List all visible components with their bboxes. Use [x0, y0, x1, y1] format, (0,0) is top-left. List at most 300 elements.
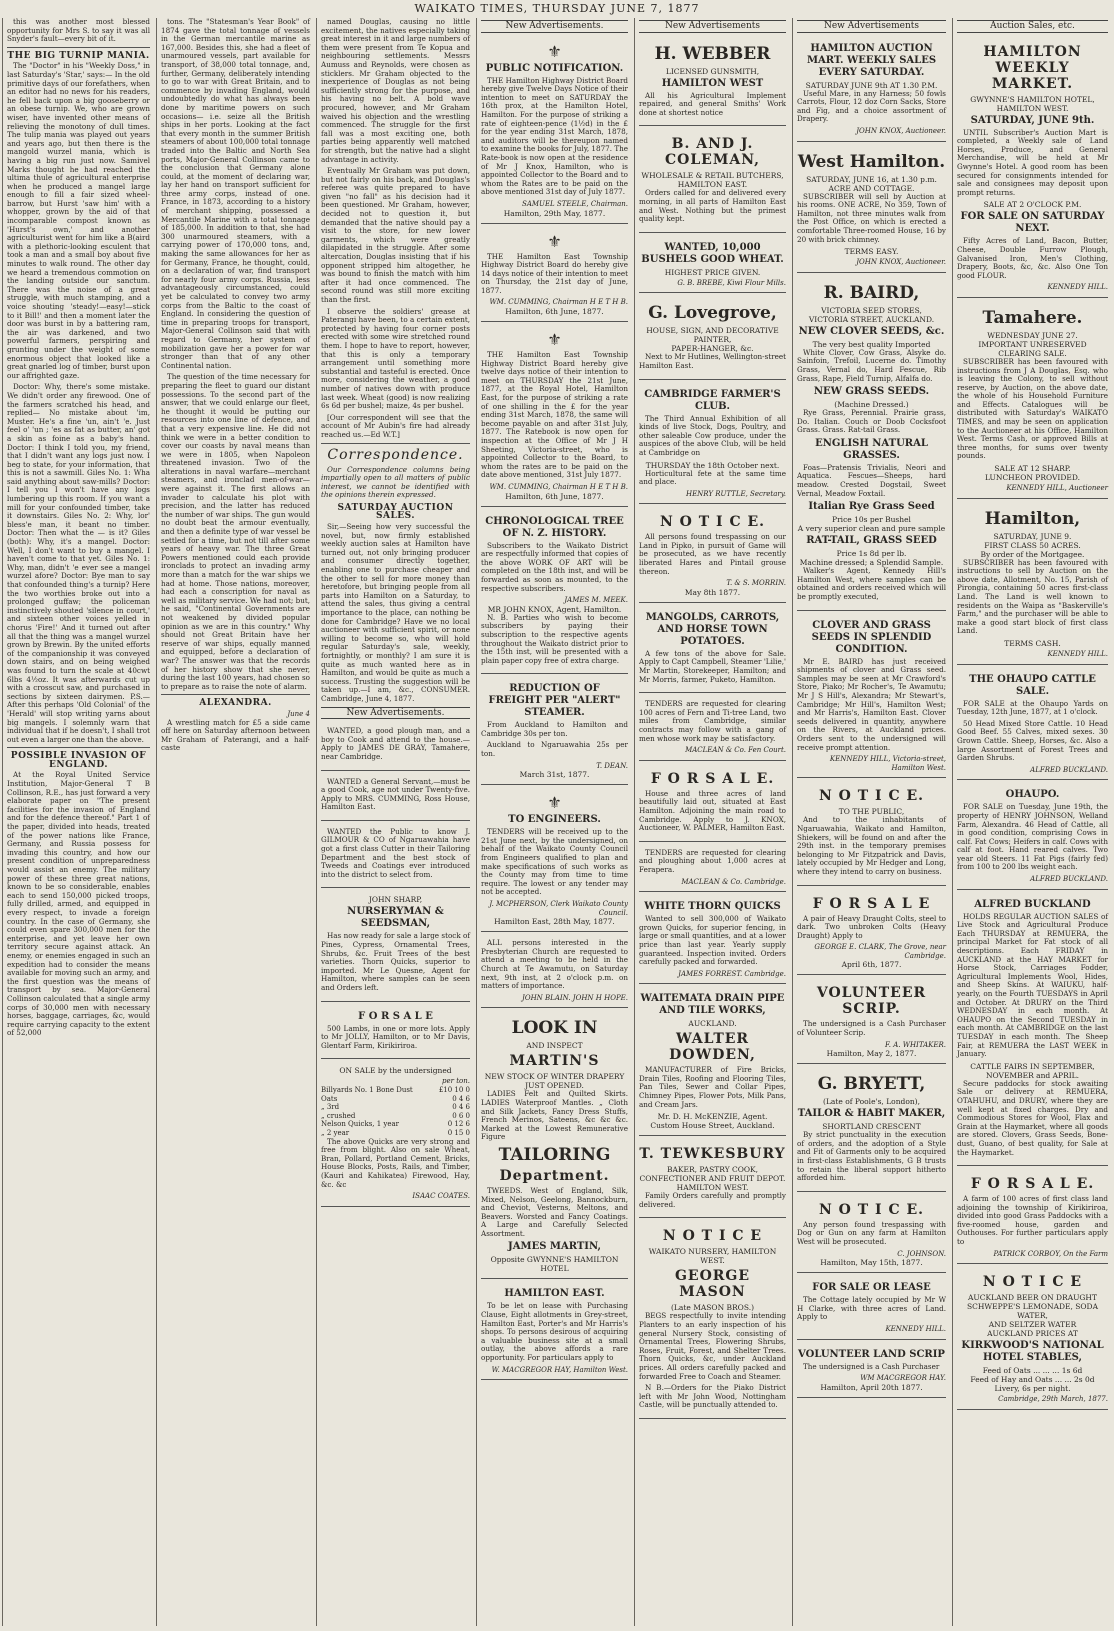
ad-engineers: [481, 788, 628, 932]
ad-tenders: [639, 845, 786, 892]
ad-title: MARTIN'S: [509, 1053, 600, 1070]
section-heading: New Advertisements.: [321, 707, 470, 720]
ad-sign: GEORGE E. CLARK, The Grove, near Cambridge.: [814, 943, 946, 960]
ad-body: Horticultural fete at the same time and place.: [639, 468, 786, 487]
ad-volunteer-land: [797, 1343, 946, 1398]
ad-sub: HOUSE, SIGN, AND DECORATIVE PAINTER,: [646, 326, 779, 345]
ad-body: Fifty Acres of Land, Bacon, Butter, Cheese, Double Furrow Plough, Galvanised Iron, Men's Clothing, Drapery, Boots, &c, &c. Also One Ton good FLOUR.: [957, 236, 1108, 280]
ad-title: ON SALE by the undersigned: [339, 1066, 452, 1076]
ad-title: N O T I C E.: [659, 514, 766, 531]
ad-body: FOR SALE on Tuesday, June 19th, the property of HENRY JOHNSON, Welland Farm, Alexandra. 46 Head of Cattle, all in good condition, comprising Cows in calf. Fat Cows; Heifers in calf. Cows with calf at foot. Hand reared calves. Two year old Steers. 11 Fat Pigs (fairly fed) from 100 to 200 lbs weight each.: [957, 802, 1108, 872]
ad-terms: TERMS CASH.: [1004, 638, 1061, 648]
ad-name: JOHN SHARP,: [368, 895, 423, 905]
dateline: June 4: [287, 709, 310, 718]
ad-sub: The very best quality Imported: [812, 339, 931, 349]
ad-notice: [639, 507, 786, 603]
divider: [7, 747, 150, 748]
ad-body: The undersigned is a Cash Purchaser of Volunteer Scrip.: [797, 1019, 946, 1038]
ad-township: [481, 325, 628, 507]
crest-icon: ⚜: [547, 330, 562, 350]
ad-sub: HIGHEST PRICE GIVEN.: [664, 267, 761, 277]
crest-icon: ⚜: [547, 231, 562, 251]
ad-title: ALFRED BUCKLAND: [974, 898, 1091, 910]
ad-wheat: [639, 236, 786, 294]
ad-body: To be let on lease with Purchasing Clause, Eight allotments in Grey-street, Hamilton East, Porter's and Mr Harris's shops. To persons desirous of acquiring a valuable business site at a small outlay, the above affords a rare opportunity. For particulars apply to: [481, 1301, 628, 1363]
ad-hamilton-east: [481, 1282, 628, 1380]
ad-auction-mart: [797, 37, 946, 142]
article-title: POSSIBLE INVASION OF ENGLAND.: [10, 751, 147, 770]
ad-title: THE OHAUPO CATTLE SALE.: [969, 673, 1096, 697]
ad-note: LUNCHEON PROVIDED.: [984, 473, 1080, 483]
column-3: [316, 18, 474, 1626]
ad-farmers-club: [639, 383, 786, 505]
ad-sub: AUCKLAND BEER ON DRAUGHT: [968, 1293, 1097, 1303]
ad-date: Hamilton East, 28th May, 1877.: [494, 917, 615, 927]
ad-body: And to the inhabitants of Ngaruawahia, Waikato and Hamilton, Shiekers, will be found on and after the 29th inst. in the temporary premises belonging to Mr Fitzpatrick and Davis, lately occupied by Mr Hedger and Long, where they intend to carry on business.: [797, 815, 946, 876]
ad-body: BEGS respectfully to invite intending Planters to an early inspection of his general Nursery Stock, consisting of Ornamental Trees, Flowering Shrubs, Roses, Fruit, Forest, and Shelter Trees. Thorn Quicks, &c, under Auckland prices. All orders carefully packed and forwarded Free to Coach and Steamer.: [639, 1311, 786, 1381]
ad-sub: FIRST CLASS 50 ACRES.: [984, 540, 1081, 550]
ad-price: Feed of Oats ... ... ... 1s 6d: [982, 1366, 1083, 1376]
price-item: Nelson Quicks, 1 year: [321, 1120, 400, 1129]
ad-date: SATURDAY, JUNE 16, at 1.30 p.m.: [806, 174, 937, 184]
price-value: £10 10 0: [438, 1085, 470, 1094]
ad-west-hamilton: [797, 145, 946, 273]
price-row: [321, 1095, 470, 1104]
ad-mason: [639, 1221, 786, 1419]
ad-notice: [797, 1195, 946, 1273]
price-value: 0 4 6: [452, 1103, 470, 1112]
column-5: [634, 18, 790, 1626]
article-title: ALEXANDRA.: [199, 698, 272, 709]
ad-sign: G. B. BREBE, Kiwi Flour Mills.: [677, 278, 786, 287]
ad-body: WANTED the Public to know J. GILMOUR & CO of Ngaruawahia have got a first class Cutter in their Tailoring Department and the best stock of Tweeds and Coatings ever introduced into the district to select from.: [321, 826, 470, 879]
price-row: [321, 1103, 470, 1112]
ad-sign: C. JOHNSON.: [897, 1249, 946, 1258]
ad-note: Livery, 6s per night.: [994, 1384, 1071, 1394]
article-body: tons. The "Statesman's Year Book" of 1874 gave the total tonnage of vessels in the German mercantile marine as 167,000. Besides this, she had a fleet of unarmoured vessels, part available for transport, of 38,000 total tonnage, and, further, Germany, deliberately intending to go to war with Great Britain, and to commence by invading England, would undoubtedly do what has always been done by maritime powers on such occasions— i.e. seize all the British ships in her ports. Looking at the fact that every month in the summer British steamers of about 100,000 total tonnage traded into the Baltic and North Sea ports, Major-General Collinson came to the conclusion that Germany alone could, at the moment of declaring war, lay her hand on transport sufficient for three army corps, instead of one. France, in 1873, according to a history of merchant shipping, possessed a Mercantile Marine with a total tonnage of 185,000. In addition to that, she had 300 unarmoured steamers, with a carrying power of 170,000 tons, and, making the same allowances for her as for Germany, France, he thought, could, on a declaration of war, find transport for nearly four army corps. Russia, less advantageously circumstanced, could yet be calculated to convey two army corps from the Baltic to the coast of England. In considering the question of time in preparing troops for transport, Major-General Collinson said that with regard to Germany, her system of mobilization gave her a power for war stronger than that of any other Continental nation.: [161, 18, 310, 370]
ad-note: A very superior clean and pure sample: [797, 524, 946, 534]
ad-title: HAMILTON EAST.: [504, 1288, 605, 1300]
article-body: The "Doctor" in his "Weekly Doss," in last Saturday's 'Star,' says:— In the old primitive days of our forefathers, when an editor had no news for his readers, he fell back upon a big gooseberry or an obese turnip. We, who are grown wiser, have invented other means of relieving the monotony of dull times. The tulip mania was played out years and years ago, but then there is the mangold wurzel mania, which is having a big run just now. Samivel Marks thought he had reached the ultima thule of agricultural enterprise when he produced a mangel large enough to fill a fair sized wheel-barrow, but Hurst 'saw him' with a whopper, grown by the aid of that incomparable compost known as 'Hurst's own,' and another agriculturist went for him like a B(aird with a plethoric-looking esculent that took a man and a small boy about five minutes to walk round. The other day we heard a tremendous commotion on the landing outside our sanctum. There was the noise of a great struggle, with much stamping, and a voice shouting 'steady!—easy!—stick to it Bill!' and then a moment later the door was burst in by a battering ram, the air was darkened, and two powerful farmers, perspiring and grunting under the weight of some enormous object that looked like a great gnarled log of timber, burst upon our affrighted gaze.: [7, 61, 150, 380]
ad-note: Machine dressed; a Splendid Sample.: [799, 558, 944, 568]
ad-body: All persons found trespassing on our Land in Pipko, in pursuit of Game will be prosecuted, as we have recently liberated Hares and Pintail grouse thereon.: [639, 532, 786, 576]
ad-sign: WM. CUMMING, Chairman H E T H B.: [489, 298, 628, 307]
ad-wanted: [321, 824, 470, 889]
ad-onsale: [321, 1062, 470, 1206]
ad-title: Italian Rye Grass Seed: [808, 501, 935, 513]
ad-agent: MR JOHN KNOX, Agent, Hamilton.: [487, 604, 622, 614]
ad-title: F O R S A L E: [812, 895, 931, 912]
ad-body: A few tons of the above for Sale. Apply to Capt Campbell, Steamer 'Lilie,' Mr Martin, Storekeeper, Hamilton; and Mr Morris, farmer, Puketo, Hamilton.: [639, 648, 786, 684]
ad-body: White Clover, Cow Grass, Alsyke do. Sainfoin, Trefoil, Lucerne do. Timothy Grass, Vernal do, Hard Fescue, Rib Grass, Rape, Field Turnip, Alfalfa do.: [797, 347, 946, 383]
ad-ohaupo: [957, 783, 1108, 889]
divider: [321, 443, 470, 444]
ad-body: The Cottage lately occupied by Mr W H Clarke, with three acres of Land. Apply to: [797, 1295, 946, 1322]
column-2: [156, 18, 314, 1626]
ad-thorn: [639, 895, 786, 984]
ad-agent: Mr. D. H. McKENZIE, Agent.: [657, 1112, 768, 1122]
ad-sharp: [321, 891, 470, 1001]
ad-title: RAT-TAIL, GRASS SEED: [806, 535, 937, 547]
ad-title: F O R S A L E: [358, 1010, 433, 1022]
ad-body: Rye Grass, Perennial. Prairie grass, Do. Italian. Couch or Doob Cocksfoot Grass. Grass. Rat-tail Grass.: [797, 408, 946, 435]
ad-body: TENDERS are requested for clearing and ploughing about 1,000 acres at Ferapera.: [639, 847, 786, 874]
ad-lease: [797, 1276, 946, 1339]
ad-body: SUBSCRIBER has been favoured with instructions to sell by Auction on the above date, Allotment, No. 15, Parish of Pirongia, containing 50 acres first-class Land. The Land is well known to residents on the Waipa as "Baskerville's Farm," and the purchaser will be able to make a good start block of first class Land.: [957, 557, 1108, 636]
price-item: „ crushed: [321, 1111, 356, 1120]
ad-forsale: [957, 1169, 1108, 1264]
ad-time: SALE AT 12 SHARP.: [994, 464, 1071, 474]
ad-title: G. Lovegrove,: [648, 303, 777, 324]
ad-body: Walker's Agent, Kennedy Hill's Hamilton West, where samples can be obtained and orders received which will be promptly executed,: [797, 566, 946, 602]
ad-sign: MACLEAN & Co. Cambridge.: [681, 877, 786, 886]
ad-body: WANTED a General Servant,—must be a good Cook, age not under Twenty-five. Apply to MRS. CUMMING, Ross House, Hamilton East.: [321, 776, 470, 812]
ad-title: N O T I C E.: [818, 788, 925, 805]
ad-body: Wanted to sell 300,000 of Waikato grown Quicks, for superior fencing, in large or small quantities, and at a lower price than last year. Yearly supply guaranteed. Inspection invited. Orders carefully packed and forwarded.: [639, 914, 786, 967]
price-head: per ton.: [442, 1077, 470, 1086]
ad-title: GEORGE MASON: [674, 1268, 751, 1301]
ad-date: Hamilton, 6th June, 1877.: [505, 307, 604, 317]
ad-church: [481, 935, 628, 1008]
ad-body: Auckland to Ngaruawahia 25s per ton.: [481, 740, 628, 759]
article-body: I observe the soldiers' grease at Paterangi have been, to a certain extent, protected by having four corner posts erected with some wire stretched round them. I hope to have to report, however, that this is only a temporary arrangement until something more substantial and tasteful is erected. Once more, considering the weather, a good number of natives down with produce last week. Wheat (good) is now realizing 6s 6d per bushel; maize, 4s per bushel.: [321, 306, 470, 411]
ad-sign: T. DEAN.: [596, 761, 628, 770]
ad-wanted: [321, 774, 470, 821]
ad-sign: ALFRED BUCKLAND.: [1030, 765, 1108, 774]
ad-sub: ACRE AND COTTAGE.: [828, 183, 915, 193]
ad-chronological: [481, 510, 628, 675]
ad-body: Secure paddocks for stock awaiting Sale or delivery at REMUERA, OTAHUHU, and DRURY, where they are well kept at fixed charges. Dry and Commodious Stores for Wool, Flax and Grain at the Haymarket, where all goods are stored. Clovers, Grass Seeds, Bone-dust, Guano, of best quality, for Sale at the Haymarket.: [957, 1078, 1108, 1157]
article-body: named Douglas, causing no little excitement, the natives especially taking great interest in it and large numbers of them were present from Te Kopua and neighbouring settlements. Messrs Aumuss and Reynolds, were chosen as sticklers. Mr Graham objected to the inexperience of Douglas as not being sufficiently strong for the purpose, and his having no belt. A bold wave procured, however, and Mr Graham waived his objection and the wrestling commenced. The struggle for the first fall was a most exciting one, both parties being apparently well matched for strength, but the native had a slight advantage in activity.: [321, 18, 470, 164]
ad-body: SUBSCRIBER has been favoured with instructions from J A Douglas, Esq. who is leaving the Colony, to sell without reserve, by Auction, on the above date, the whole of his Household Furniture and Effects. Catalogues will be distributed with Saturday's WAIKATO TIMES, and may be seen on application to the Auctioneer at his Office, Hamilton West. Terms Cash, or approved Bills at three months, for sums over twenty pounds.: [957, 356, 1108, 461]
ad-sub: AND INSPECT: [526, 1041, 583, 1051]
corr-note: Our Correspondence columns being impartially open to all matters of public interest, we cannot be identified with the opinions therein expressed.: [321, 464, 470, 500]
ad-sub: WHOLESALE & RETAIL BUTCHERS,: [641, 171, 784, 181]
price-item: Oats: [321, 1094, 338, 1103]
ad-date: Hamilton, May 2, 1877.: [826, 1049, 917, 1059]
letter-body: Sir,—Seeing how very successful the novel, but, now firmly established weekly auction sales at Hamilton have turned out, not only bringing producer and consumer directly together, enabling one to purchase cheaper and the other to sell for more money than heretofore, but bringing people from all parts into Hamilton on a Saturday, to attend the sales, thus giving a central importance to the place, can nothing be done for Cambridge? Have we no local auctioneer with sufficient spirit, or none willing to become so, who will hold regular Saturday's sale, weekly, fortnightly, or monthly? I am sure it is quite as much wanted here as in Hamilton, and would be quite as much a success. Trusting the suggestion will be taken up.—I am, &c., CONSUMER. Cambridge, June 4, 1877.: [321, 522, 470, 703]
price-row: [321, 1112, 470, 1121]
ad-tamahere: [957, 301, 1108, 499]
ad-sign: WM MACGREGOR HAY.: [860, 1374, 946, 1383]
ad-date: April 6th, 1877.: [841, 960, 902, 970]
ad-title: NEW GRASS SEEDS.: [813, 386, 930, 398]
ad-body: LADIES Felt and Quilted Skirts. LADIES Waterproof Mantles. „ Cloth and Silk Jackets, Fancy Dress Stuffs, French Merinos, Sateens, &c &c &c. Marked at the Lowest Remunerative Figure: [481, 1089, 628, 1142]
price-value: 0 6 0: [452, 1111, 470, 1120]
ad-body: Foas—Pratensis Trivialis, Neori and Aquatica. Fescues—Sheeps, hard meadow. Crested Dogstail, Sweet Vernal, Meadow Foxtail.: [797, 462, 946, 498]
ad-body: All his Agricultural Implement repaired, and general Smiths' Work done at shortest notice: [639, 90, 786, 117]
ad-addr: Opposite GWYNNE'S HAMILTON HOTEL: [490, 1255, 619, 1274]
section-heading: New Advertisements: [639, 20, 786, 33]
ad-place: SHORTLAND CRESCENT: [822, 1122, 921, 1132]
ad-sub: NEW STOCK OF WINTER DRAPERY JUST OPENED.: [484, 1072, 625, 1091]
price-value: 0 4 6: [452, 1094, 470, 1103]
ad-body: The above Quicks are very strong and free from blight. Also on sale Wheat, Bran, Pollard, Portland Cement, Bricks, House Blocks, Posts, Rails, and Timber, (Kauri and Kahikatea) Firewood, Hay, &c. &c: [321, 1136, 470, 1189]
ad-title: HAMILTON AUCTION MART. WEEKLY SALES EVERY SATURDAY.: [806, 42, 937, 78]
ad-title: NEW CLOVER SEEDS, &c.: [798, 325, 945, 337]
column-1: [2, 18, 154, 1626]
ad-webber: [639, 37, 786, 127]
ad-sign: F. A. WHITAKER.: [885, 1040, 946, 1049]
ad-title: WHITE THORN QUICKS: [644, 901, 781, 913]
editor-note: [Our correspondent will see that the account of Mr Aubin's fire had already reached us.—Ed W.T.]: [321, 412, 470, 439]
ad-title: G. BRYETT,: [817, 1074, 926, 1095]
ad-baird: [797, 276, 946, 611]
ad-body: By strict punctuality in the execution of orders, and the adoption of a Style and Fit of Garments only to be acquired in first-class Establishments, G B trusts to retain the liberal support hitherto afforded him.: [797, 1130, 946, 1183]
ad-title: FOR SALE ON SATURDAY NEXT.: [960, 211, 1105, 235]
ad-body: FOR SALE at the Ohaupo Yards on Tuesday, 12th June, 1877, at 1 o'clock.: [957, 698, 1108, 717]
ad-sub: PAPER-HANGER, &c.: [671, 344, 754, 354]
ad-martin: [481, 1011, 628, 1279]
ad-title: REDUCTION OF FREIGHT PER "ALERT" STEAMER.: [488, 683, 621, 719]
masthead: WAIKATO TIMES, THURSDAY JUNE 7, 1877: [414, 2, 700, 15]
price-row: [321, 1086, 470, 1095]
letter-title: SATURDAY AUCTION SALES.: [337, 502, 454, 522]
ad-body: THE Hamilton East Township Highway District Board hereby give twelve days notice of their intention to meet on THURSDAY the 21st June, 1877, at the Royal Hotel, Hamilton East, for the purpose of striking a rate of one shilling in the £ for the year ending 31st March, 1878, the same will become payable on and after 31st July, 1877. The Ratebook is now open for inspection at the Office of Mr J H Sheeting, Victoria-street, who is appointed Collector to the Board, to whom the rates are to be paid on the date above mentioned, 31st July 1877.: [481, 350, 628, 480]
ad-body: THE Hamilton East Township Highway District Board do hereby give 14 days notice of their intention to meet on Thursday, the 21st day of June, 1877.: [481, 251, 628, 295]
ad-title: N O T I C E: [982, 1274, 1083, 1291]
ad-sign: HENRY RUTTLE, Secretary.: [685, 489, 786, 498]
ad-body: Orders called for and delivered every morning, in all parts of Hamilton East and West. Nothing but the primest quality kept.: [639, 188, 786, 224]
ad-date: SATURDAY, JUNE 9th.: [970, 114, 1095, 126]
ad-body: Family Orders carefully and promptly delivered.: [639, 1191, 786, 1209]
article-body: The question of the time necessary for preparing the fleet to guard our distant possessions. To the second part of the answer, that we could enlarge our fleet, he thought it would be putting our resources into one line of defence, and that a very expensive line. He did not think we were in a better condition to cover our coasts by naval means than we were in 1805, when Napoleon threatened invasion. Two of the alterations in naval warfare—merchant steamers, and ironclad men-of-war—were against it. The first allows an invader to calculate his plot with precision, and the latter has reduced the number of war ships. The gun would no doubt beat the armour eventually, and then a definite type of war vessel be settled for a time, but not till after some years of heavy war. The three Great Powers mentioned could each provide ironclads to protect an invading army more than a match for the war ships we had at home. Those nations, moreover, had each a conscription for naval as well as military service. We had not; but, he said, "Continental Governments are not weakened by divided popular opinion as we are in this country." Why should not Great Britain have her reserve of war ships, equally manned and equipped, before a declaration of war? The answer was that the records of her history show that she never, during the last 100 years, had chosen so to prepare as to raise the note of alarm.: [161, 372, 310, 691]
ad-sign: JAMES M. MEEK.: [564, 596, 628, 605]
ad-body: ALL persons interested in the Presbyterian Church are requested to attend a meeting to be held in the Church at Te Awamutu, on Saturday next, 9th inst, at 2 o'clock p.m. on matters of importance.: [481, 938, 628, 991]
ad-title: VOLUNTEER LAND SCRIP: [798, 1348, 945, 1360]
ad-sign: KENNEDY HILL.: [1047, 649, 1108, 658]
ad-title: West Hamilton.: [797, 151, 946, 172]
section-heading: Auction Sales, etc.: [957, 20, 1108, 33]
ad-sign: J. MCPHERSON, Clerk Waikato County Council.: [489, 900, 628, 917]
ad-title: MANGOLDS, CARROTS, AND HORSE TOWN POTATOES.: [645, 611, 780, 647]
ad-body: Subscribers to the Waikato District are respectfully informed that copies of the above WORK OF ART will be completed on the 18th inst, and will be forwarded as soon as mounted, to the respective subscribers.: [481, 540, 628, 593]
section-heading: Correspondence.: [327, 446, 464, 463]
ad-body: THE Hamilton Highway District Board hereby give Twelve Days Notice of their intention to meet on SATURDAY the 16th prox, at the Hamilton Hotel, Hamilton. For the purpose of striking a rate of eighteen-pence (1½d) in the £ for the year ending 31st March, 1878, and auditors will be thereupon named to examine the books for July, 1877. The Rate-book is now open at the residence of Mr J Knox, Hamilton, who is appointed Collector to the Board and to whom the Rates are to be paid on the above mentioned 31st day of July 1877.: [481, 75, 628, 197]
ad-title: N O T I C E: [662, 1228, 763, 1245]
ad-sign: KENNEDY HILL, Victoria-street, Hamilton West.: [829, 755, 946, 772]
ad-title: Tamahere.: [982, 307, 1083, 328]
ad-body: Any person found trespassing with Dog or Gun on any farm at Hamilton West will be prosecuted.: [797, 1219, 946, 1246]
ad-title: CHRONOLOGICAL TREE OF N. Z. HISTORY.: [485, 515, 624, 539]
ad-sub: (Late MASON BROS.): [670, 1303, 755, 1313]
ad-body: A pair of Heavy Draught Colts, steel to dark. Two unbroken Colts (Heavy Draught) Apply to: [797, 913, 946, 940]
ad-public-notification: [481, 37, 628, 224]
ad-sign: ISAAC COATES.: [412, 1192, 470, 1201]
crest-icon: ⚜: [547, 793, 562, 813]
ad-title: ENGLISH NATURAL GRASSES.: [815, 437, 928, 461]
section-heading: New Advertisements: [797, 20, 946, 33]
article-body: Eventually Mr Graham was put down, but not fairly on his back, and Douglas's referee was quite prepared to have given "no fall" as his decision had it been questioned. Mr Graham, however, decided not to question it, but demanded that the native should pay a visit to the store, for new lower garments, which were greatly dilapidated in the struggle. After some altercation, Douglas insisting that if his opponent stripped him altogether, he was bound to finish the match with him after it had once commenced. The second round was still more exciting than the first.: [321, 166, 470, 304]
ad-title: R. BAIRD,: [823, 282, 920, 303]
ad-note: N. B. Parties who wish to become subscribers by paying their subscription to the respective agents throughout the Waikato district prior to the 15th inst, will be presented with a plain paper copy free of extra charge.: [481, 612, 628, 665]
ad-title: F O R S A L E.: [650, 770, 775, 787]
ad-body: HOLDS REGULAR AUCTION SALES of Live Stock and Agricultural Produce Each THURSDAY at REMUERA, the principal Market for Fat stock of all descriptions. Each FRIDAY in AUCKLAND at the HAY MARKET for Horse Stock, Carriages Fodder, Agricultural Implements Wool, Hides, and Sheep Skins. At WAIUKU, half-yearly, on the Fourth TUESDAYS in April and October. At DRURY on the Third WEDNESDAY in each month. At OHAUPO on the Second TUESDAY in each month. At CAMBRIDGE on the last TUESDAY in each month. The Sheep Fair, at REMUERA the LAST WEEK in January.: [957, 911, 1108, 1059]
ad-sub: CATTLE FAIRS IN SEPTEMBER, NOVEMBER and APRIL.: [970, 1061, 1095, 1080]
divider: [161, 694, 310, 695]
ad-sign: JOHN KNOX, Auctioneer.: [856, 126, 946, 135]
ad-sign: JOHN KNOX, Auctioneer.: [856, 258, 946, 267]
ad-tenders: [639, 696, 786, 761]
ad-weekly-market: [957, 37, 1108, 298]
ad-time: SALE AT 2 O'CLOCK P.M.: [983, 200, 1082, 210]
ad-title: WANTED, 10,000 BUSHELS GOOD WHEAT.: [641, 241, 784, 265]
ad-body: The undersigned is a Cash Purchaser: [803, 1361, 940, 1371]
ad-place: HAMILTON WEST: [661, 77, 764, 89]
article-body: A wrestling match for £5 a side came off here on Saturday afternoon between Mr Graham of Paterangi, and a half-caste: [161, 717, 310, 753]
ad-title: B. AND J. COLEMAN,: [665, 136, 760, 169]
ad-place: HAMILTON EAST.: [677, 180, 748, 190]
price-item: „ 2 year: [321, 1128, 350, 1137]
ad-beer: [957, 1267, 1108, 1410]
ad-body: MANUFACTURER of Fire Bricks, Drain Tiles, Roofing and Flooring Tiles, Pan Tiles, Sewer and Collar Pipes, Chimney Pipes, Flower Pots, Milk Pans, and Cream Jars.: [639, 1065, 786, 1109]
ad-notice: [797, 781, 946, 885]
column-6: [792, 18, 950, 1626]
ad-hamilton: [957, 502, 1108, 665]
ad-body: TENDERS are requested for clearing 100 acres of Fern and Ti-tree Land, two miles from Cambridge, similar contracts may follow with a gang of men whose work may be satisfactory.: [639, 699, 786, 743]
price-item: „ 3rd: [321, 1103, 340, 1112]
ad-bryett: [797, 1067, 946, 1192]
article-title: THE BIG TURNIP MANIA.: [7, 50, 150, 61]
ad-sub: (Machine Dressed.): [834, 400, 909, 410]
ad-date: March 31st, 1877.: [519, 770, 590, 780]
ad-price: Price 1s 8d per lb.: [836, 549, 907, 559]
ad-mangolds: [639, 606, 786, 693]
crest-icon: ⚜: [547, 41, 562, 61]
price-row: [321, 1120, 470, 1129]
column-4: [476, 18, 632, 1626]
ad-sub: TO THE PUBLIC,: [838, 807, 905, 817]
ad-lovegrove: [639, 296, 786, 379]
ad-addr: Custom House Street, Auckland.: [650, 1121, 775, 1131]
ad-body: TENDERS will be received up to the 21st June next, by the undersigned, on behalf of the Waikato County Council from Engineers qualified to plan and make specifications of such works as the County may from time to time require. The lowest or any tender may not be accepted.: [481, 827, 628, 897]
ad-sign: MACLEAN & Co. Fen Court.: [685, 746, 786, 755]
price-value: 0 12 6: [447, 1120, 470, 1129]
ad-title: F O R S A L E.: [970, 1176, 1095, 1193]
ad-terms: TERMS EASY.: [844, 247, 899, 257]
ad-title: N O T I C E.: [818, 1201, 925, 1218]
ad-body: House and three acres of land beautifully laid out, situated at East Hamilton. Adjoining the main road to Cambridge. Apply to J. KNOX, Auctioneer, W. PALMER, Hamilton East.: [639, 788, 786, 833]
ad-title: FOR SALE OR LEASE: [812, 1282, 931, 1294]
ad-body: Has now ready for sale a large stock of Pines, Cypress, Ornamental Trees, Shrubs, &c. Fruit Trees of the best varieties. Thorn Quicks, superior to imported. Mr Le Quesne, Agent for Hamilton, where samples can be seen and Orders left.: [321, 931, 470, 992]
ad-title: KIRKWOOD'S NATIONAL HOTEL STABLES,: [961, 1340, 1104, 1364]
ad-date: SATURDAY JUNE 9th AT 1.30 P.M.: [805, 80, 938, 90]
ad-title: Hamilton,: [984, 508, 1081, 529]
ad-sub: LICENSED GUNSMITH,: [665, 66, 760, 76]
ad-place: HAMILTON WEST.: [676, 1183, 749, 1193]
ad-title: LOOK IN: [511, 1018, 598, 1039]
ad-date: Cambridge, 29th March, 1877.: [998, 1395, 1108, 1404]
ad-forsale: [797, 889, 946, 976]
ad-sign: KENNEDY HILL, Auctioneer: [1006, 484, 1108, 493]
ad-sub: WAIKATO NURSERY, HAMILTON WEST.: [648, 1247, 777, 1266]
ad-sub: VICTORIA SEED STORES,: [821, 305, 922, 315]
ad-title: OHAUPO.: [1005, 789, 1060, 801]
ad-date: Hamilton, May 15th, 1877.: [820, 1258, 923, 1268]
ad-body: Mr E. BAIRD has just received shipments of clover and Grass seed. Samples may be seen at Mr Crawford's Store, Piako; Mr Rocher's, Te Awamutu; Mr J S Hill's, Alexandra; Mr Stewart's, Cambridge; Mr Hill's, Hamilton West; and Mr Harris's, Hamilton East. Clover seeds delivered in quantity, anywhere on the Rivers, at Auckland prices. Orders sent to the undersigned will receive prompt attention.: [797, 656, 946, 752]
ad-price: Feed of Hay and Oats ... ... 2s 0d: [970, 1375, 1095, 1385]
ad-title: WAITEMATA DRAIN PIPE AND TILE WORKS,: [640, 993, 785, 1017]
ad-title: TAILORING: [498, 1144, 611, 1165]
ad-sign: ALFRED BUCKLAND.: [1030, 875, 1108, 884]
ad-buckland: [957, 893, 1108, 1166]
ad-date: Hamilton, 29th May, 1877.: [503, 208, 606, 218]
ad-addr: VICTORIA STREET, AUCKLAND.: [808, 314, 935, 324]
ad-date: WEDNESDAY JUNE 27.: [987, 330, 1078, 340]
ad-forsale: [321, 1005, 470, 1060]
ad-sign: JAMES MARTIN,: [508, 1241, 601, 1253]
article-body: At the Royal United Service Institution, Major-General T B Collinson, R.E., has just forward a very elaborate paper on "The present facilities for the invasion of England and for the defence thereof." Part 1 of the paper, divided into heads, treated of the power nations like France, Germany, and Russia possess for invading this country, and how our present condition of unpreparedness would assist an enemy. The military power of these three great nations, known to be so considerable, enables each to send 150,000 picked troops, fully drilled, armed, and equipped in every respect, to invade a foreign country. In the case of Germany, she could even spare 300,000 men for the enterprise, and yet leave her own territory secure against attack. An enemy, or enemies engaged in such an expedition had to consider the means available for moving such an army, and the first question was the means of transport by sea. Major-General Collinson calculated that a single army corps of 30,000 men with necessary horses, baggage, carriages, &c, would require carrying capacity to the extent of 52,000: [7, 770, 150, 1038]
ad-body: Next to Mr Hutlines, Wellington-street Hamilton East.: [639, 352, 786, 370]
ad-township: [481, 227, 628, 323]
divider: [7, 47, 150, 48]
section-heading: New Advertisements.: [481, 20, 628, 33]
ad-title: Department.: [499, 1167, 610, 1184]
ad-sign: KENNEDY HILL.: [885, 1324, 946, 1333]
price-item: Billyards No. 1 Bone Dust: [321, 1085, 413, 1094]
ad-sign: SAMUEL STEELE, Chairman.: [522, 199, 628, 208]
ad-ohaupo-cattle: [957, 668, 1108, 781]
ad-sub: (Late of Poole's, London),: [823, 1097, 920, 1107]
ad-place: AUCKLAND.: [688, 1019, 737, 1029]
ad-sub: GWYNNE'S HAMILTON HOTEL, HAMILTON WEST.: [970, 94, 1095, 113]
ad-sign: KENNEDY HILL.: [1047, 283, 1108, 292]
ad-title: VOLUNTEER SCRIP.: [816, 985, 927, 1018]
ad-freight: [481, 677, 628, 785]
ad-sign: JOHN BLAIN. JOHN H HOPE.: [522, 993, 628, 1002]
ad-body: Useful Mare, in any Harness; 50 fowls Carrots, Flour, 12 doz Corn Sacks, Store and Fig, and a choice assortment of Drapery.: [797, 88, 946, 124]
ad-wanted: [321, 723, 470, 770]
ad-title: NURSERYMAN & SEEDSMAN,: [347, 906, 444, 930]
ad-title: HAMILTON WEEKLY MARKET.: [983, 43, 1082, 92]
ad-sign: PATRICK CORBOY, On the Farm: [993, 1249, 1108, 1258]
ad-body: The Third Annual Exhibition of all kinds of live Stock, Dogs, Poultry, and other saleable Cow produce, under the auspices of the above Club, will be held at Cambridge on: [639, 413, 786, 457]
ad-body: 50 Head Mixed Store Cattle. 10 Head Good Beef. 55 Calves, mixed sexes. 30 Grown Cattle. Sheep, Horses, &c. Also a large Assortment of Forest Trees and Garden Shrubs.: [957, 718, 1108, 763]
ad-sign: JAMES FORREST. Cambridge.: [678, 969, 786, 978]
column-7: [952, 18, 1112, 1626]
ad-sub: SCHWEPPE'S LEMONADE, SODA WATER,: [967, 1302, 1098, 1321]
ad-body: UNTIL Subscriber's Auction Mart is completed, a Weekly sale of Land Horses, Produce, and General Merchandise, will be held at Mr Gwynne's Hotel. A good room has been secured for consignments intended for sale and consignees may deposit upon prompt returns.: [957, 127, 1108, 197]
ad-sub: BAKER, PASTRY COOK, CONFECTIONER AND FRUIT DEPOT.: [639, 1165, 786, 1184]
ad-forsale: [639, 764, 786, 842]
ad-date: May 8th 1877.: [684, 587, 741, 597]
ad-sub: AND SELTZER WATER: [988, 1320, 1077, 1330]
ad-sub: AUCKLAND PRICES AT: [987, 1329, 1078, 1339]
ad-body: WANTED, a good plough man, and a boy to Cook and attend to the house.—Apply to JAMES DE GRAY, Tamahere, near Cambridge.: [321, 726, 470, 761]
ad-title: CLOVER AND GRASS SEEDS IN SPLENDID CONDITION.: [811, 619, 932, 655]
ad-coleman: [639, 129, 786, 232]
ad-title: H. WEBBER: [654, 43, 771, 64]
ad-date: Hamilton, April 20th 1877.: [820, 1382, 923, 1392]
ad-date: SATURDAY, JUNE 9.: [993, 531, 1072, 541]
ad-body: From Auckland to Hamilton and Cambridge 30s per ton.: [481, 720, 628, 738]
ad-volunteer: [797, 978, 946, 1064]
ad-dowden: [639, 987, 786, 1136]
ad-title: CAMBRIDGE FARMER'S CLUB.: [644, 388, 781, 412]
ad-sign: W. MACGREGOR HAY, Hamilton West.: [491, 1365, 628, 1374]
ad-body: SUBSCRIBER will sell by Auction at his rooms. ONE ACRE, No 359, Town of Hamilton, not three minutes walk from the Post Office, on which is erected a comfortable Three-roomed House, 16 by 20 with brick chimney.: [797, 191, 946, 244]
ad-date: THURSDAY the 18th October next.: [645, 460, 780, 470]
ad-title: T. TEWKESBURY: [639, 1146, 786, 1163]
ad-body: A farm of 100 acres of first class land adjoining the township of Kirikiriroa, divided into good Grass Paddocks with a five-roomed house, garden and Outhouses. For further particulars apply to: [957, 1194, 1108, 1247]
ad-clover-grass: [797, 614, 946, 779]
ad-title: PUBLIC NOTIFICATION.: [485, 62, 624, 74]
ad-price: Price 10s per Bushel: [832, 515, 911, 525]
ad-title: TO ENGINEERS.: [508, 814, 601, 826]
ad-body: TWEEDS. West of England, Silk, Mixed, Nelson, Geelong, Bannockburn, and Cheviot, Vesterns, Meltons, and Beavers. Worsted and Fancy Coatings. A Large and Carefully Selected Assortment.: [481, 1185, 628, 1238]
ad-tewkesbury: [639, 1139, 786, 1218]
article-dialogue: Doctor: Why, there's some mistake. We didn't order any firewood. One of the farmers scratched his head, and replied— No mistake about 'im, Muster. He's a fine 'un, ain't 'e. Just feel o' 'un ; 'es as fat as butter, an' got a skin as foine as a baby's hand. Doctor: I think I told you, my friend, that I didn't want any logs just now. I beg to state, for your information, that this is not a sawmill. Giles No. 1: Wha said anything about saw-mills? Doctor: I tell you I won't have any logs lumbering up this room. If you want a mill for your confounded timber, take it downstairs. Giles No. 2: Why, lor' bless'e man, it beant no timber. Doctor: Then what the — is it? Giles (both): Why, it's a mangel. Doctor: Well, I don't want to buy a mangel. I haven't come to that yet. Giles No. 1: Why, man, didn't 'e ever see a mangel wurzel afore? Doctor: Bye man to say that confounded thing's a turnip? Here the two worthies broke out into a prolonged guffaw; the policeman instinctively shouted 'silence in court,' and sixteen other voices yelled in chorus 'Fire!' And it turned out after all that the thing was a mangel wurzel grown by Brewin. By the united efforts of the companionship it was conveyed down stairs, and on being weighed was found to turn the scale at 40cwt 6lbs 4½oz. It was afterwards cut up with a crosscut saw, and purchased in sections by sixteen dairymen. P.S.—After this perhaps 'Old Colonial' of the 'Herald' will stop writing yarns about big mangels. I solemnly warn that individual that if he doesn't, I shall trot out even a larger one than the above.: [7, 382, 150, 744]
